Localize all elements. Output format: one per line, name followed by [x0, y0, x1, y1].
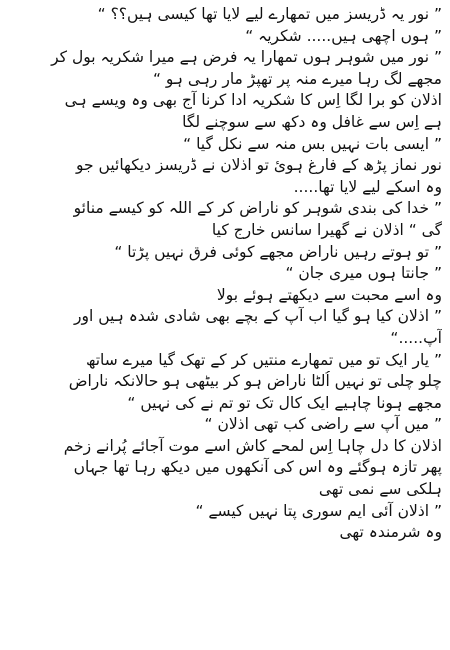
- text-line: نور نماز پڑھ کے فارغ ہوئ تو اذلان نے ڈریسز دیکھائیں جو: [76, 156, 442, 175]
- text-line: پھر تازہ ہوگئے وہ اس کی آنکھوں میں دیکھ رہا تھا جہاں: [73, 458, 442, 477]
- text-line: چلو چلی تو نہیں اُلٹا ناراض ہو کر بیٹھی ہو حالانکہ ناراض: [68, 372, 442, 391]
- text-line: اذلان کو برا لگا اِس کا شکریہ ادا کرنا آج بھی وہ ویسے ہی: [64, 91, 442, 110]
- text-line: وہ شرمندہ تھی: [339, 523, 442, 542]
- text-line: ” تو ہوتے رہیں ناراض مجھے کوئی فرق نہیں پڑتا “: [114, 242, 442, 261]
- text-line: اذلان کا دل چاہا اِس لمحے کاش اسے موت آجائے پُرانے زخم: [63, 436, 442, 455]
- text-line: ہے اِس سے غافل وہ دکھ سے سوچنے لگا: [182, 112, 442, 131]
- text-line: ” اذلان آئی ایم سوری پتا نہیں کیسے “: [195, 501, 442, 520]
- text-line: ” خدا کی بندی شوہر کو ناراض کر کے اللہ کو کیسے منائو: [73, 199, 442, 218]
- text-line: وہ اسکے لیے لایا تھا.....: [293, 177, 442, 196]
- text-line: مجھے لگ رہا میرے منہ پر تھپڑ مار رہی ہو “: [152, 69, 442, 88]
- text-line: ” نور یہ ڈریسز میں تمھارے لیے لایا تھا کیسی ہیں؟؟ “: [97, 5, 442, 23]
- text-line: گی “ اذلان نے گھیرا سانس خارج کیا: [211, 220, 442, 239]
- text-line: ” میں آپ سے راضی کب تھی اذلان “: [204, 415, 442, 434]
- text-line: ” یار ایک تو میں تمھارے منتیں کر کے تھک گیا میرے ساتھ: [85, 350, 442, 369]
- text-line: ” جانتا ہوں میری جان “: [285, 264, 442, 283]
- text-line: ہلکی سے نمی تھی: [318, 480, 442, 499]
- text-line: وہ اسے محبت سے دیکھتے ہوئے بولا: [216, 285, 442, 304]
- text-line: آپ.....“: [390, 328, 442, 347]
- text-line: ” نور میں شوہر ہوں تمھارا یہ فرض ہے میرا شکریہ بول کر: [51, 48, 442, 67]
- text-line: مجھے ہونا چاہیے ایک کال تک تو تم نے کی نہیں “: [127, 393, 442, 412]
- text-line: ” ایسی بات نہیں بس منہ سے نکل گیا “: [183, 134, 442, 153]
- text-line: ” ہوں اچھی ہیں..... شکریہ “: [245, 26, 442, 45]
- text-line: ” اذلان کیا ہو گیا اب آپ کے بچے بھی شادی شدہ ہیں اور: [74, 307, 442, 326]
